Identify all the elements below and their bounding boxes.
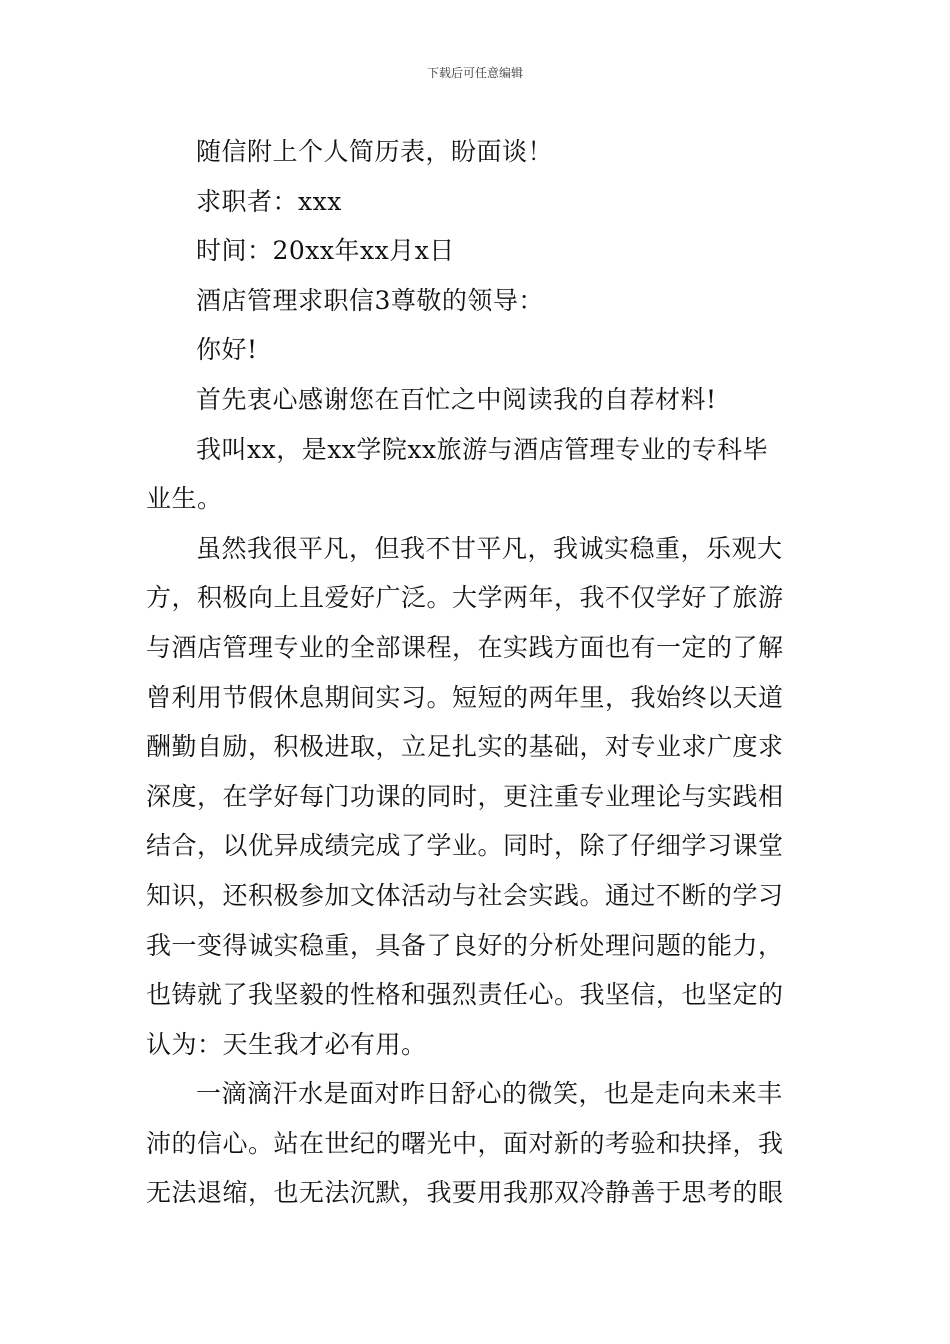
text-line: 无法退缩，也无法沉默，我要用我那双冷静善于思考的眼 bbox=[146, 1178, 784, 1208]
text-line: 认为：天生我才必有用。 bbox=[146, 1029, 427, 1059]
text-line: 求职者：xxx bbox=[196, 186, 342, 216]
letter-body bbox=[146, 127, 806, 1218]
page-header-note: 下载后可任意编辑 bbox=[426, 66, 523, 80]
text-line: 酒店管理求职信3尊敬的领导： bbox=[196, 285, 544, 315]
text-line: 我一变得诚实稳重，具备了良好的分析处理问题的能力， bbox=[146, 930, 784, 960]
text-line: 酬勤自励，积极进取，立足扎实的基础，对专业求广度求 bbox=[146, 732, 784, 762]
text-line: 与酒店管理专业的全部课程，在实践方面也有一定的了解 bbox=[146, 632, 784, 662]
text-line: 结合，以优异成绩完成了学业。同时，除了仔细学习课堂 bbox=[146, 831, 784, 861]
text-line: 一滴滴汗水是面对昨日舒心的微笑，也是走向未来丰 bbox=[196, 1079, 783, 1109]
text-line: 虽然我很平凡，但我不甘平凡，我诚实稳重，乐观大 bbox=[196, 533, 783, 563]
text-line: 随信附上个人简历表，盼面谈！ bbox=[196, 137, 554, 166]
text-line: 业生。 bbox=[146, 484, 223, 514]
text-line: 首先衷心感谢您在百忙之中阅读我的自荐材料! bbox=[196, 384, 717, 414]
text-line: 你好! bbox=[196, 335, 258, 365]
text-line: 深度，在学好每门功课的同时，更注重专业理论与实践相 bbox=[146, 781, 784, 811]
text-line: 曾利用节假休息期间实习。短短的两年里，我始终以天道 bbox=[146, 682, 784, 712]
text-line: 知识，还积极参加文体活动与社会实践。通过不断的学习 bbox=[146, 880, 784, 910]
text-line: 沛的信心。站在世纪的曙光中，面对新的考验和抉择，我 bbox=[146, 1128, 784, 1158]
text-line: 我叫xx，是xx学院xx旅游与酒店管理专业的专科毕 bbox=[196, 434, 769, 464]
text-line: 方，积极向上且爱好广泛。大学两年，我不仅学好了旅游 bbox=[146, 583, 784, 613]
text-line: 时间：20xx年xx月x日 bbox=[196, 236, 455, 266]
text-line: 也铸就了我坚毅的性格和强烈责任心。我坚信，也坚定的 bbox=[146, 980, 784, 1010]
